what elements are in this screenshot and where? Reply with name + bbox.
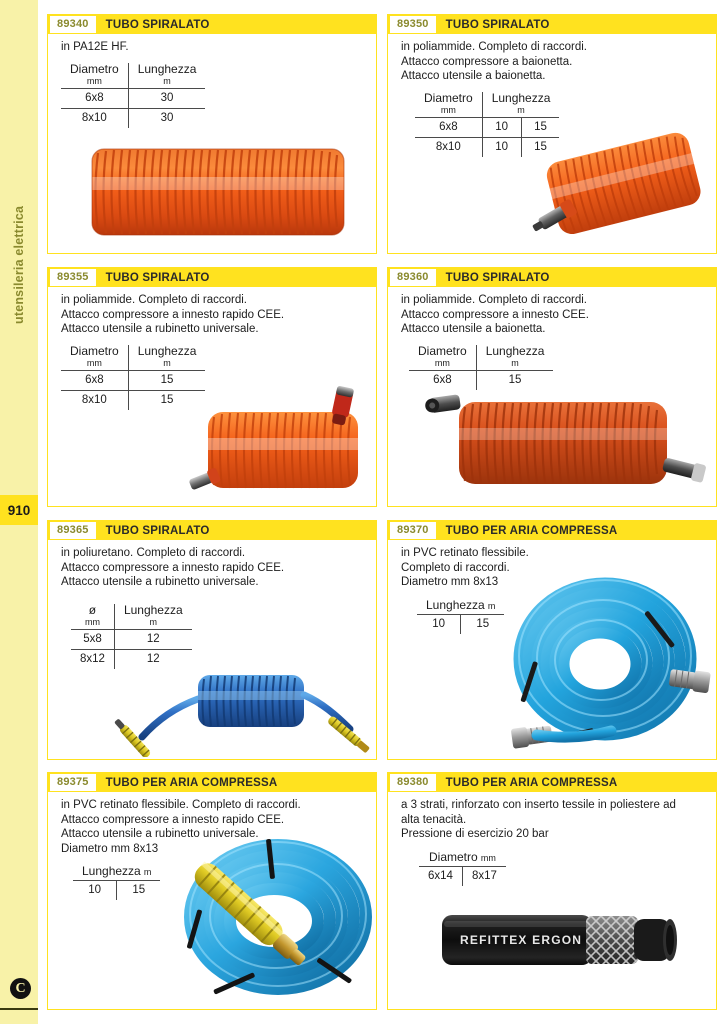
table-row: 6x8 15 — [409, 370, 553, 390]
header-cell-diametro: ø mm — [71, 604, 114, 630]
product-image-blue-hose-roll — [493, 563, 717, 759]
product-description — [61, 40, 361, 55]
product-panel-89375[interactable] — [47, 772, 377, 1010]
product-title: TUBO PER ARIA COMPRESSA — [445, 524, 618, 537]
product-title: TUBO SPIRALATO — [445, 271, 550, 284]
product-panel-89365[interactable] — [47, 520, 377, 760]
product-image-black-hose — [436, 901, 686, 981]
desc-line: in poliammide. Completo di raccordi. — [401, 294, 587, 306]
hose-print-label: REFITTEX ERGON — [460, 933, 583, 947]
desc-line: Diametro mm 8x13 — [401, 576, 499, 588]
header-cell-diametro: Diametro mm — [415, 92, 482, 118]
panel-body — [48, 540, 376, 669]
product-title: TUBO SPIRALATO — [105, 271, 210, 284]
product-image-orange-coil-fitting — [530, 125, 715, 253]
header-cell-diametro: Diametro mm — [61, 63, 128, 89]
table-row: 10 15 — [417, 614, 504, 634]
product-panel-89355[interactable] — [47, 267, 377, 507]
panel-header — [388, 773, 716, 792]
spec-table — [417, 598, 504, 634]
table-row: 10 15 — [73, 881, 160, 901]
product-image-orange-coil-red-fitting — [188, 386, 376, 504]
header-cell-lunghezza: Lunghezza m — [417, 598, 504, 615]
product-code: 89370 — [390, 522, 436, 539]
product-description — [401, 798, 701, 842]
product-code: 89350 — [390, 16, 436, 33]
desc-line: Attacco utensile a rubinetto universale. — [61, 323, 259, 335]
panel-header — [48, 773, 376, 792]
desc-line: Diametro mm 8x13 — [61, 842, 159, 855]
product-panel-89360[interactable] — [387, 267, 717, 507]
product-panel-89380[interactable] — [387, 772, 717, 1010]
category-vertical-label: utensileria elettrica — [12, 205, 26, 325]
spec-table — [71, 604, 192, 669]
desc-line: Attacco compressore a innesto rapido CEE. — [61, 308, 285, 321]
desc-line: in PVC retinato flessibile. — [401, 547, 529, 559]
desc-line: in poliammide. Completo di raccordi. — [61, 294, 247, 306]
header-cell-lunghezza: Lunghezza m — [73, 864, 160, 881]
desc-line: in PA12E HF. — [61, 41, 129, 53]
table-header-row — [419, 850, 506, 867]
product-panel-89350[interactable] — [387, 14, 717, 254]
product-description — [401, 293, 701, 337]
table-header-row — [417, 598, 504, 615]
product-title: TUBO PER ARIA COMPRESSA — [445, 776, 618, 789]
product-description — [61, 546, 361, 590]
table-row: 6x8 15 — [61, 370, 205, 390]
spec-table — [61, 345, 205, 410]
desc-line: Attacco utensile a rubinetto universale. — [61, 828, 259, 840]
header-cell-lunghezza: Lunghezza m — [114, 604, 191, 630]
table-header-row — [409, 345, 553, 371]
desc-line: in poliuretano. Completo di raccordi. — [61, 547, 246, 559]
product-panel-89340[interactable] — [47, 14, 377, 254]
table-row: 5x8 12 — [71, 629, 192, 649]
product-title: TUBO SPIRALATO — [445, 18, 550, 31]
panel-header — [48, 521, 376, 540]
product-panel-89370[interactable] — [387, 520, 717, 760]
product-code: 89355 — [50, 269, 96, 286]
header-cell-diametro: Diametro mm — [419, 850, 506, 867]
product-image-blue-yellow-coil — [106, 661, 376, 757]
desc-line: in poliammide. Completo di raccordi. — [401, 41, 587, 53]
brand-logo-icon: C — [10, 978, 31, 999]
table-row: 6x8 10 15 — [415, 117, 559, 137]
desc-line: Attacco compressore a innesto CEE. — [401, 308, 589, 321]
desc-line: Attacco utensile a baionetta. — [401, 323, 546, 335]
table-header-row — [73, 864, 160, 881]
product-title: TUBO SPIRALATO — [105, 18, 210, 31]
table-header-row — [61, 63, 205, 89]
product-description — [401, 40, 701, 84]
header-cell-lunghezza: Lunghezza m — [128, 63, 205, 89]
panel-header — [48, 268, 376, 287]
desc-line: in PVC retinato flessibile. Completo di raccordi. — [61, 799, 301, 811]
panel-header — [388, 15, 716, 34]
panel-body — [388, 287, 716, 390]
panel-header — [388, 521, 716, 540]
table-row: 8x10 10 15 — [415, 137, 559, 157]
desc-line: alta tenacità. — [401, 813, 467, 826]
desc-line: Attacco compressore a innesto rapido CEE. — [61, 561, 285, 574]
product-code: 89380 — [390, 774, 436, 791]
table-row: 8x12 12 — [71, 649, 192, 669]
product-description — [61, 293, 361, 337]
page-number-badge: 910 — [0, 495, 38, 525]
header-cell-lunghezza: Lunghezza m — [482, 92, 559, 118]
product-title: TUBO SPIRALATO — [105, 524, 210, 537]
desc-line: Attacco utensile a baionetta. — [401, 70, 546, 82]
header-cell-diametro: Diametro mm — [409, 345, 476, 371]
table-row: 8x10 30 — [61, 108, 205, 128]
desc-line: Completo di raccordi. — [401, 561, 510, 574]
product-code: 89365 — [50, 522, 96, 539]
product-code: 89340 — [50, 16, 96, 33]
product-code: 89375 — [50, 774, 96, 791]
table-header-row — [71, 604, 192, 630]
table-row: 6x14 8x17 — [419, 866, 506, 886]
desc-line: Pressione di esercizio 20 bar — [401, 828, 549, 840]
header-cell-lunghezza: Lunghezza m — [476, 345, 553, 371]
panel-body — [388, 792, 716, 886]
desc-line: Attacco compressore a baionetta. — [401, 55, 573, 68]
table-row: 8x10 15 — [61, 390, 205, 410]
spec-table — [61, 63, 205, 128]
spec-table — [73, 864, 160, 900]
product-title: TUBO PER ARIA COMPRESSA — [105, 776, 278, 789]
table-header-row — [61, 345, 205, 371]
header-cell-lunghezza: Lunghezza m — [128, 345, 205, 371]
table-row: 6x8 30 — [61, 88, 205, 108]
sidebar-bottom-rule — [0, 1008, 38, 1010]
table-header-row — [415, 92, 559, 118]
spec-table — [419, 850, 506, 886]
panel-header — [48, 15, 376, 34]
desc-line: Attacco compressore a innesto rapido CEE. — [61, 813, 285, 826]
desc-line: Attacco utensile a rubinetto universale. — [61, 576, 259, 588]
header-cell-diametro: Diametro mm — [61, 345, 128, 371]
product-image-blue-yellow-hose-roll — [166, 835, 377, 1010]
product-image-orange-straight-coil — [74, 137, 364, 247]
sidebar — [0, 0, 38, 1024]
desc-line: a 3 strati, rinforzato con inserto tessile in poliestere ad — [401, 799, 676, 811]
panel-body — [48, 34, 376, 128]
panel-header — [388, 268, 716, 287]
product-image-orange-coil-dark — [423, 380, 713, 505]
product-code: 89360 — [390, 269, 436, 286]
